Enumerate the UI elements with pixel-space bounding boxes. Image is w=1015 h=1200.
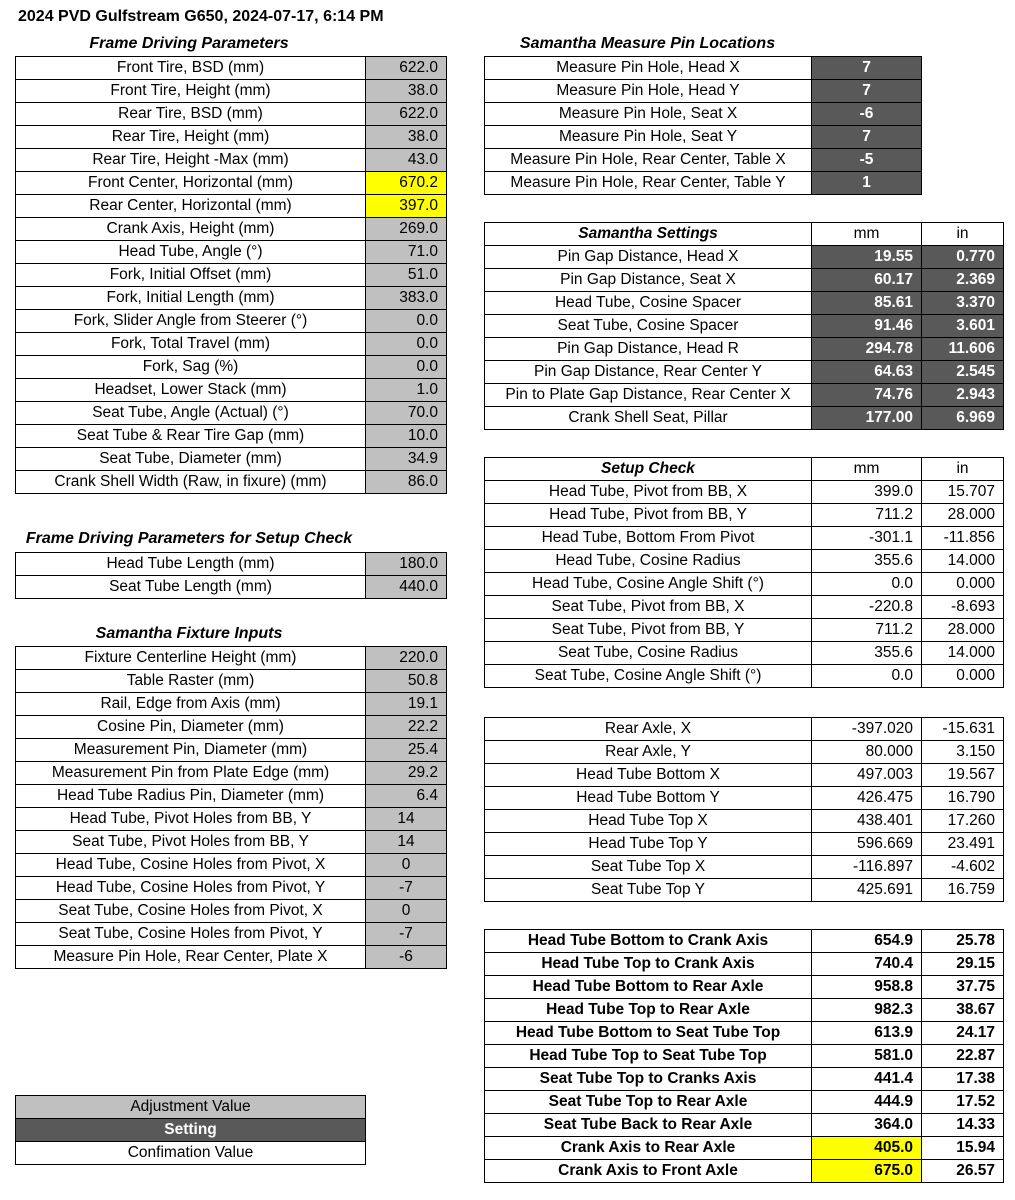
table-row [16,103,447,126]
check-in: -8.693 [922,596,1004,619]
pin-label: Measure Pin Hole, Seat X [485,103,812,126]
check-in: 15.707 [922,481,1004,504]
table-row [485,504,1004,527]
distance-mm: 444.9 [812,1091,922,1114]
param-label: Fork, Slider Angle from Steerer (°) [16,310,366,333]
check-in: 0.000 [922,665,1004,688]
param-value[interactable]: 622.0 [366,103,447,126]
table-row [16,739,447,762]
coord-mm: 425.691 [812,879,922,902]
check-label: Seat Tube, Pivot from BB, X [485,596,812,619]
legend-adjustment: Adjustment Value [16,1096,366,1119]
setup-check-title: Setup Check [485,458,812,481]
table-row [485,527,1004,550]
check-mm: 711.2 [812,619,922,642]
param-value[interactable]: 34.9 [366,448,447,471]
param-label: Head Tube Radius Pin, Diameter (mm) [16,785,366,808]
table-row [16,900,447,923]
table-row [485,384,1004,407]
table-row [16,877,447,900]
param-value[interactable]: 19.1 [366,693,447,716]
coord-mm: 426.475 [812,787,922,810]
check-mm: 355.6 [812,642,922,665]
param-label: Seat Tube & Rear Tire Gap (mm) [16,425,366,448]
table-row [16,576,447,599]
distance-in: 15.94 [922,1137,1004,1160]
table-row [16,172,447,195]
coord-mm: 497.003 [812,764,922,787]
coord-label: Rear Axle, Y [485,741,812,764]
table-row [485,550,1004,573]
check-in: 28.000 [922,504,1004,527]
table-row [485,1068,1004,1091]
frame-params-title: Frame Driving Parameters [89,35,289,52]
distance-mm: 654.9 [812,930,922,953]
param-value[interactable]: 6.4 [366,785,447,808]
param-value[interactable]: 22.2 [366,716,447,739]
pin-label: Measure Pin Hole, Rear Center, Table X [485,149,812,172]
param-value[interactable]: 51.0 [366,264,447,287]
check-label: Seat Tube, Cosine Radius [485,642,812,665]
legend-row [16,1142,366,1165]
check-label: Head Tube, Cosine Radius [485,550,812,573]
settings-title: Samantha Settings [485,223,812,246]
legend-row [16,1119,366,1142]
setting-label: Crank Shell Seat, Pillar [485,407,812,430]
setting-mm: 177.00 [812,407,922,430]
param-label: Measure Pin Hole, Rear Center, Plate X [16,946,366,969]
param-label: Rear Tire, Height (mm) [16,126,366,149]
table-row [485,764,1004,787]
distance-label: Crank Axis to Front Axle [485,1160,812,1183]
setting-in: 2.545 [922,361,1004,384]
setting-mm: 85.61 [812,292,922,315]
coord-in: 19.567 [922,764,1004,787]
check-mm: 399.0 [812,481,922,504]
check-mm: 355.6 [812,550,922,573]
legend-confirmation: Confimation Value [16,1142,366,1165]
setup-check-table [484,457,1004,688]
param-label: Seat Tube, Cosine Holes from Pivot, Y [16,923,366,946]
distances-table [484,929,1004,1183]
param-value[interactable]: 43.0 [366,149,447,172]
param-label: Rear Center, Horizontal (mm) [16,195,366,218]
setting-in: 0.770 [922,246,1004,269]
table-row [485,80,922,103]
distance-mm: 441.4 [812,1068,922,1091]
param-value[interactable]: -6 [366,946,447,969]
setting-mm: 60.17 [812,269,922,292]
table-row [485,1045,1004,1068]
fixture-inputs-title: Samantha Fixture Inputs [95,625,283,642]
table-row [485,1114,1004,1137]
coord-label: Head Tube Bottom X [485,764,812,787]
distance-in: 24.17 [922,1022,1004,1045]
param-label: Seat Tube, Diameter (mm) [16,448,366,471]
param-label: Rear Tire, Height -Max (mm) [16,149,366,172]
table-row [16,379,447,402]
coord-mm: -397.020 [812,718,922,741]
param-label: Fixture Centerline Height (mm) [16,647,366,670]
pin-locations-title: Samantha Measure Pin Locations [519,35,776,52]
setting-in: 11.606 [922,338,1004,361]
table-row [485,976,1004,999]
legend-setting: Setting [16,1119,366,1142]
param-value[interactable]: 0.0 [366,310,447,333]
check-mm: 711.2 [812,504,922,527]
pin-value: 7 [812,57,922,80]
check-in: 14.000 [922,550,1004,573]
table-row [485,573,1004,596]
table-row [16,425,447,448]
coord-in: -4.602 [922,856,1004,879]
distance-label: Head Tube Top to Rear Axle [485,999,812,1022]
table-row [16,402,447,425]
table-row [485,315,1004,338]
distance-label: Head Tube Bottom to Rear Axle [485,976,812,999]
setting-label: Head Tube, Cosine Spacer [485,292,812,315]
distance-label: Crank Axis to Rear Axle [485,1137,812,1160]
table-row [485,810,1004,833]
setting-label: Seat Tube, Cosine Spacer [485,315,812,338]
distance-mm-highlighted: 675.0 [812,1160,922,1183]
param-label: Fork, Total Travel (mm) [16,333,366,356]
table-row [16,923,447,946]
param-label: Front Tire, Height (mm) [16,80,366,103]
param-label: Head Tube, Pivot Holes from BB, Y [16,808,366,831]
distance-label: Seat Tube Back to Rear Axle [485,1114,812,1137]
distance-label: Head Tube Bottom to Seat Tube Top [485,1022,812,1045]
table-row [485,879,1004,902]
table-row [16,808,447,831]
table-row [16,333,447,356]
check-mm: -301.1 [812,527,922,550]
setting-label: Pin Gap Distance, Head R [485,338,812,361]
pin-value: 7 [812,80,922,103]
param-label: Seat Tube Length (mm) [16,576,366,599]
table-row [16,854,447,877]
param-value[interactable]: 220.0 [366,647,447,670]
table-row [16,785,447,808]
param-label: Seat Tube, Pivot Holes from BB, Y [16,831,366,854]
col-in-header: in [922,458,1004,481]
table-header-row [485,223,1004,246]
distance-label: Head Tube Top to Seat Tube Top [485,1045,812,1068]
table-row [16,647,447,670]
col-mm-header: mm [812,223,922,246]
param-value[interactable]: 622.0 [366,57,447,80]
table-row [485,1022,1004,1045]
distance-in: 26.57 [922,1160,1004,1183]
param-label: Crank Axis, Height (mm) [16,218,366,241]
table-row [485,481,1004,504]
check-label: Head Tube, Bottom From Pivot [485,527,812,550]
param-value[interactable]: 38.0 [366,80,447,103]
param-label: Table Raster (mm) [16,670,366,693]
param-value[interactable]: 14 [366,808,447,831]
distance-in: 22.87 [922,1045,1004,1068]
check-in: 0.000 [922,573,1004,596]
setting-mm: 64.63 [812,361,922,384]
table-row [16,762,447,785]
table-row [485,619,1004,642]
param-value[interactable]: 0 [366,900,447,923]
param-value[interactable]: 180.0 [366,553,447,576]
distance-label: Seat Tube Top to Rear Axle [485,1091,812,1114]
table-row [16,670,447,693]
setting-label: Pin Gap Distance, Rear Center Y [485,361,812,384]
table-row [16,831,447,854]
table-row [485,718,1004,741]
table-row [485,126,922,149]
pin-value: 1 [812,172,922,195]
check-in: 14.000 [922,642,1004,665]
param-label: Head Tube, Angle (°) [16,241,366,264]
param-value[interactable]: 0 [366,854,447,877]
table-row [485,246,1004,269]
param-label: Cosine Pin, Diameter (mm) [16,716,366,739]
setting-in: 2.369 [922,269,1004,292]
coord-label: Head Tube Top Y [485,833,812,856]
table-row [485,930,1004,953]
table-row [485,1091,1004,1114]
table-row [485,856,1004,879]
distance-in: 29.15 [922,953,1004,976]
param-value[interactable]: 71.0 [366,241,447,264]
setting-in: 2.943 [922,384,1004,407]
coord-label: Seat Tube Top X [485,856,812,879]
table-row [485,361,1004,384]
table-row [485,407,1004,430]
table-row [16,287,447,310]
table-row [485,665,1004,688]
coord-in: 16.790 [922,787,1004,810]
coord-label: Seat Tube Top Y [485,879,812,902]
table-header-row [485,458,1004,481]
param-value[interactable]: 29.2 [366,762,447,785]
table-row [485,103,922,126]
param-label: Head Tube, Cosine Holes from Pivot, Y [16,877,366,900]
setting-label: Pin Gap Distance, Seat X [485,269,812,292]
setting-label: Pin Gap Distance, Head X [485,246,812,269]
table-row [16,946,447,969]
param-label: Headset, Lower Stack (mm) [16,379,366,402]
coord-mm: 438.401 [812,810,922,833]
table-row [485,292,1004,315]
table-row [16,149,447,172]
pin-value: 7 [812,126,922,149]
param-label: Seat Tube, Cosine Holes from Pivot, X [16,900,366,923]
settings-table [484,222,1004,430]
table-row [485,269,1004,292]
table-row [16,241,447,264]
distance-in: 17.38 [922,1068,1004,1091]
table-row [485,1160,1004,1183]
coord-mm: 80.000 [812,741,922,764]
param-value[interactable]: 10.0 [366,425,447,448]
coord-in: 17.260 [922,810,1004,833]
distance-mm: 740.4 [812,953,922,976]
check-mm: 0.0 [812,665,922,688]
distance-mm: 958.8 [812,976,922,999]
param-value[interactable]: 14 [366,831,447,854]
table-row [16,448,447,471]
setup-params-table [15,552,447,599]
table-row [485,741,1004,764]
table-row [16,126,447,149]
coord-in: -15.631 [922,718,1004,741]
table-row [485,787,1004,810]
pin-value: -6 [812,103,922,126]
setting-in: 6.969 [922,407,1004,430]
param-value[interactable]: 86.0 [366,471,447,494]
param-value[interactable]: 38.0 [366,126,447,149]
param-value[interactable]: 70.0 [366,402,447,425]
coord-label: Head Tube Bottom Y [485,787,812,810]
table-row [485,596,1004,619]
param-label: Front Center, Horizontal (mm) [16,172,366,195]
check-label: Head Tube, Pivot from BB, X [485,481,812,504]
setting-label: Pin to Plate Gap Distance, Rear Center X [485,384,812,407]
distance-mm: 613.9 [812,1022,922,1045]
param-label: Front Tire, BSD (mm) [16,57,366,80]
coord-in: 3.150 [922,741,1004,764]
check-mm: 0.0 [812,573,922,596]
check-in: 28.000 [922,619,1004,642]
distance-in: 14.33 [922,1114,1004,1137]
table-row [485,172,922,195]
table-row [16,195,447,218]
distance-in: 25.78 [922,930,1004,953]
setting-mm: 91.46 [812,315,922,338]
table-row [485,338,1004,361]
distance-mm: 982.3 [812,999,922,1022]
param-value[interactable]: -7 [366,923,447,946]
param-label: Fork, Sag (%) [16,356,366,379]
param-label: Seat Tube, Angle (Actual) (°) [16,402,366,425]
param-value[interactable]: 383.0 [366,287,447,310]
table-row [16,310,447,333]
table-row [485,149,922,172]
distance-mm: 581.0 [812,1045,922,1068]
setting-mm: 19.55 [812,246,922,269]
table-row [16,57,447,80]
param-label: Head Tube, Cosine Holes from Pivot, X [16,854,366,877]
check-label: Head Tube, Pivot from BB, Y [485,504,812,527]
param-value-highlighted[interactable]: 670.2 [366,172,447,195]
table-row [485,57,922,80]
legend-row [16,1096,366,1119]
coord-mm: 596.669 [812,833,922,856]
pin-locations-table [484,56,922,195]
distance-mm: 364.0 [812,1114,922,1137]
param-value[interactable]: 269.0 [366,218,447,241]
col-mm-header: mm [812,458,922,481]
coord-label: Head Tube Top X [485,810,812,833]
param-value-highlighted[interactable]: 397.0 [366,195,447,218]
table-row [16,553,447,576]
distance-mm-highlighted: 405.0 [812,1137,922,1160]
table-row [16,693,447,716]
check-in: -11.856 [922,527,1004,550]
param-label: Measurement Pin, Diameter (mm) [16,739,366,762]
table-row [485,999,1004,1022]
coord-in: 23.491 [922,833,1004,856]
param-value[interactable]: 1.0 [366,379,447,402]
pin-value: -5 [812,149,922,172]
param-value[interactable]: 0.0 [366,333,447,356]
coord-label: Rear Axle, X [485,718,812,741]
pin-label: Measure Pin Hole, Seat Y [485,126,812,149]
param-value[interactable]: 440.0 [366,576,447,599]
table-row [485,642,1004,665]
table-row [16,218,447,241]
distance-in: 37.75 [922,976,1004,999]
check-label: Seat Tube, Pivot from BB, Y [485,619,812,642]
check-label: Head Tube, Cosine Angle Shift (°) [485,573,812,596]
table-row [485,833,1004,856]
page-title: 2024 PVD Gulfstream G650, 2024-07-17, 6:14 PM [18,8,384,25]
setting-in: 3.370 [922,292,1004,315]
distance-label: Seat Tube Top to Cranks Axis [485,1068,812,1091]
pin-label: Measure Pin Hole, Head Y [485,80,812,103]
param-label: Rail, Edge from Axis (mm) [16,693,366,716]
table-row [16,356,447,379]
param-value[interactable]: 0.0 [366,356,447,379]
param-label: Rear Tire, BSD (mm) [16,103,366,126]
pin-label: Measure Pin Hole, Head X [485,57,812,80]
frame-params-table [15,56,447,494]
col-in-header: in [922,223,1004,246]
setting-in: 3.601 [922,315,1004,338]
param-label: Crank Shell Width (Raw, in fixure) (mm) [16,471,366,494]
table-row [485,1137,1004,1160]
param-label: Head Tube Length (mm) [16,553,366,576]
table-row [485,953,1004,976]
coordinates-table [484,717,1004,902]
param-label: Measurement Pin from Plate Edge (mm) [16,762,366,785]
setting-mm: 294.78 [812,338,922,361]
param-value[interactable]: -7 [366,877,447,900]
setup-params-title: Frame Driving Parameters for Setup Check [25,530,353,547]
param-label: Fork, Initial Offset (mm) [16,264,366,287]
fixture-inputs-table [15,646,447,969]
check-mm: -220.8 [812,596,922,619]
table-row [16,264,447,287]
distance-in: 38.67 [922,999,1004,1022]
param-label: Fork, Initial Length (mm) [16,287,366,310]
table-row [16,471,447,494]
legend-table [15,1095,366,1165]
check-label: Seat Tube, Cosine Angle Shift (°) [485,665,812,688]
distance-label: Head Tube Bottom to Crank Axis [485,930,812,953]
coord-mm: -116.897 [812,856,922,879]
distance-label: Head Tube Top to Crank Axis [485,953,812,976]
coord-in: 16.759 [922,879,1004,902]
param-value[interactable]: 25.4 [366,739,447,762]
setting-mm: 74.76 [812,384,922,407]
table-row [16,716,447,739]
pin-label: Measure Pin Hole, Rear Center, Table Y [485,172,812,195]
table-row [16,80,447,103]
distance-in: 17.52 [922,1091,1004,1114]
param-value[interactable]: 50.8 [366,670,447,693]
